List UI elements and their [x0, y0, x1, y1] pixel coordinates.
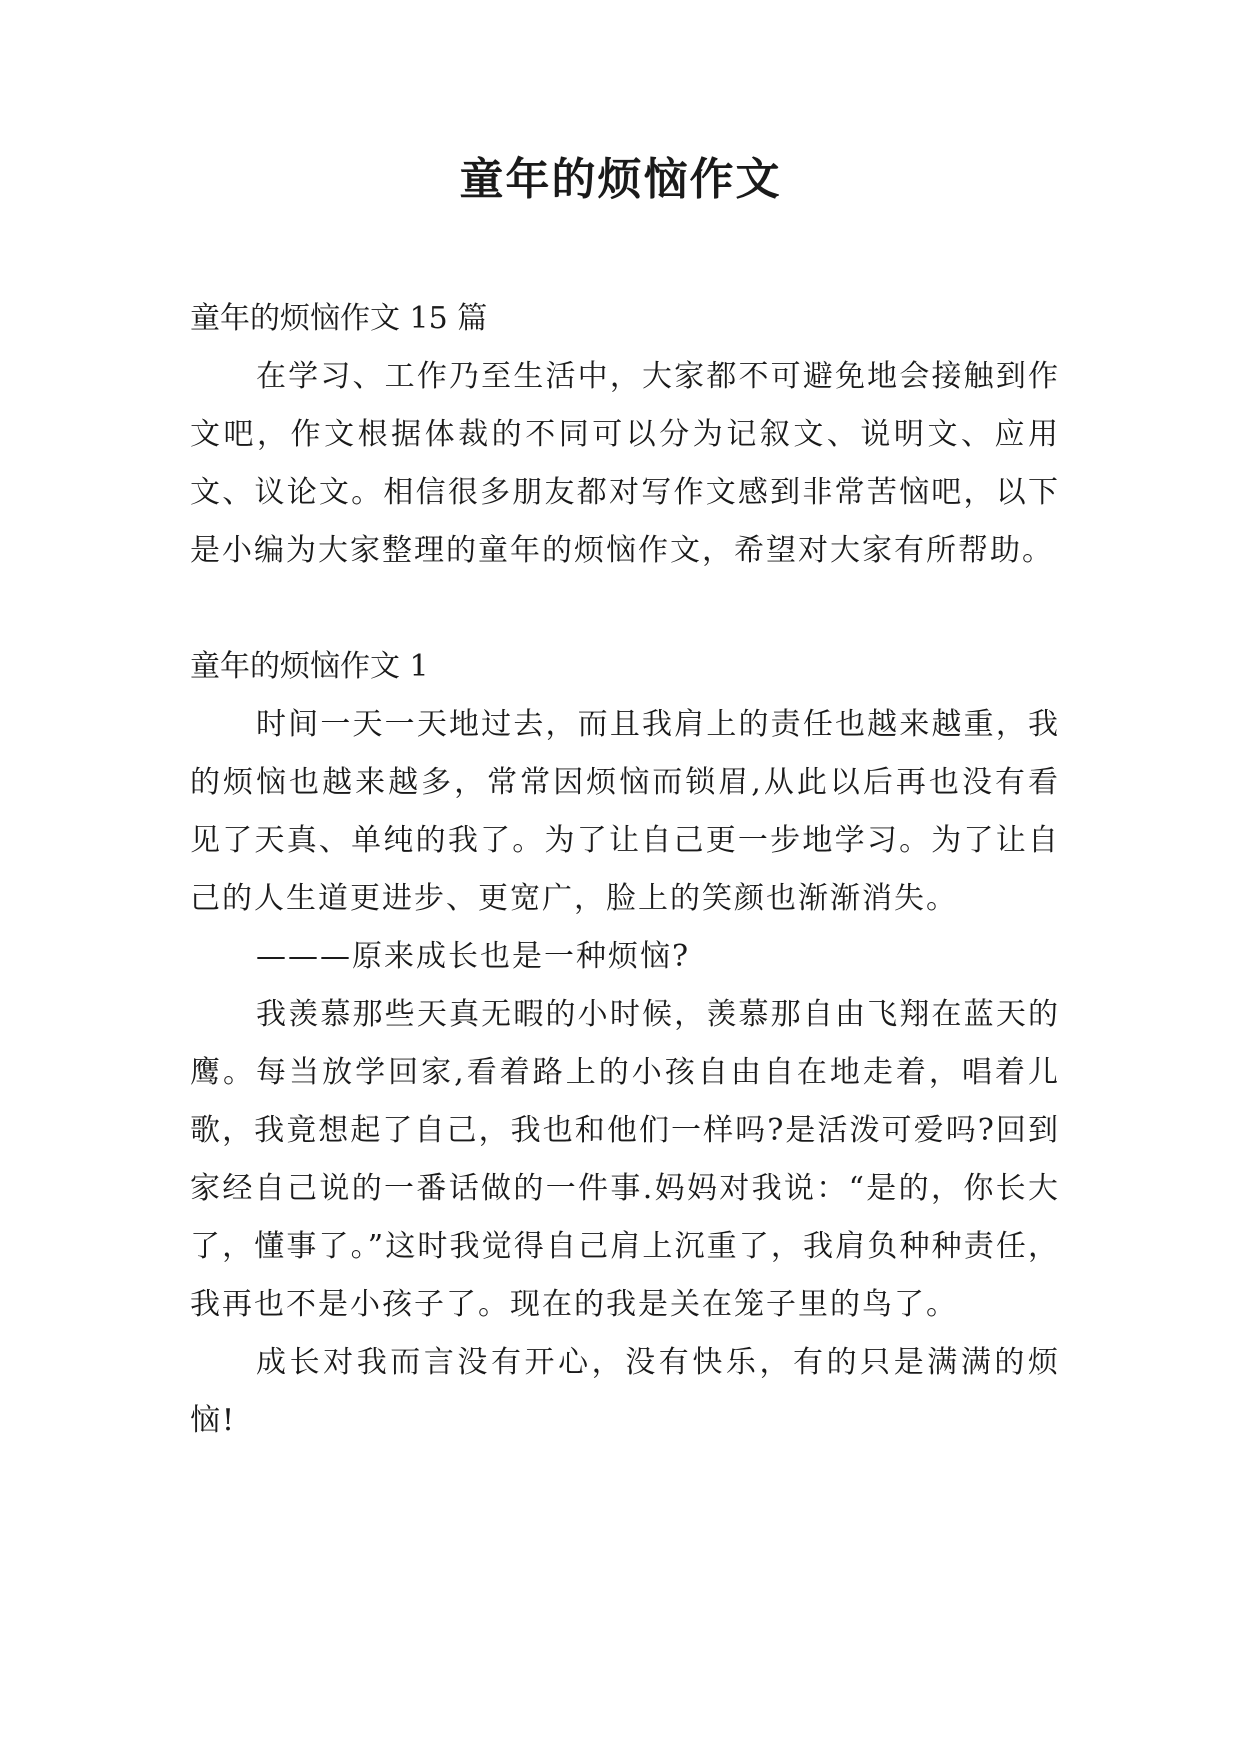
essay-paragraph: 我羡慕那些天真无暇的小时候，羡慕那自由飞翔在蓝天的鹰。每当放学回家,看着路上的小孩自由自在地走着，唱着儿歌，我竟想起了自己，我也和他们一样吗?是活泼可爱吗?回到家经自己说的一番话做的一件事.妈妈对我说：“是的，你长大了，懂事了。”这时我觉得自己肩上沉重了，我肩负种种责任，我再也不是小孩子了。现在的我是关在笼子里的鸟了。	[190, 997, 1060, 1322]
essay-paragraph: 时间一天一天地过去，而且我肩上的责任也越来越重，我的烦恼也越来越多，常常因烦恼而锁眉,从此以后再也没有看见了天真、单纯的我了。为了让自己更一步地学习。为了让自己的人生道更进步、更宽广，脸上的笑颜也渐渐消失。	[190, 707, 1060, 916]
essay-heading: 童年的烦恼作文 1	[190, 649, 429, 684]
section-spacer	[190, 580, 1060, 638]
intro-paragraph: 在学习、工作乃至生活中，大家都不可避免地会接触到作文吧，作文根据体裁的不同可以分为记叙文、说明文、应用文、议论文。相信很多朋友都对写作文感到非常苦恼吧，以下是小编为大家整理的童年的烦恼作文，希望对大家有所帮助。	[190, 359, 1060, 568]
intro-heading: 童年的烦恼作文 15 篇	[190, 301, 488, 336]
essay-paragraph: 成长对我而言没有开心，没有快乐，有的只是满满的烦恼!	[190, 1345, 1060, 1438]
document-body	[190, 290, 1060, 1450]
essay-paragraph: ———原来成长也是一种烦恼?	[256, 939, 691, 974]
document-title: 童年的烦恼作文	[459, 154, 782, 205]
